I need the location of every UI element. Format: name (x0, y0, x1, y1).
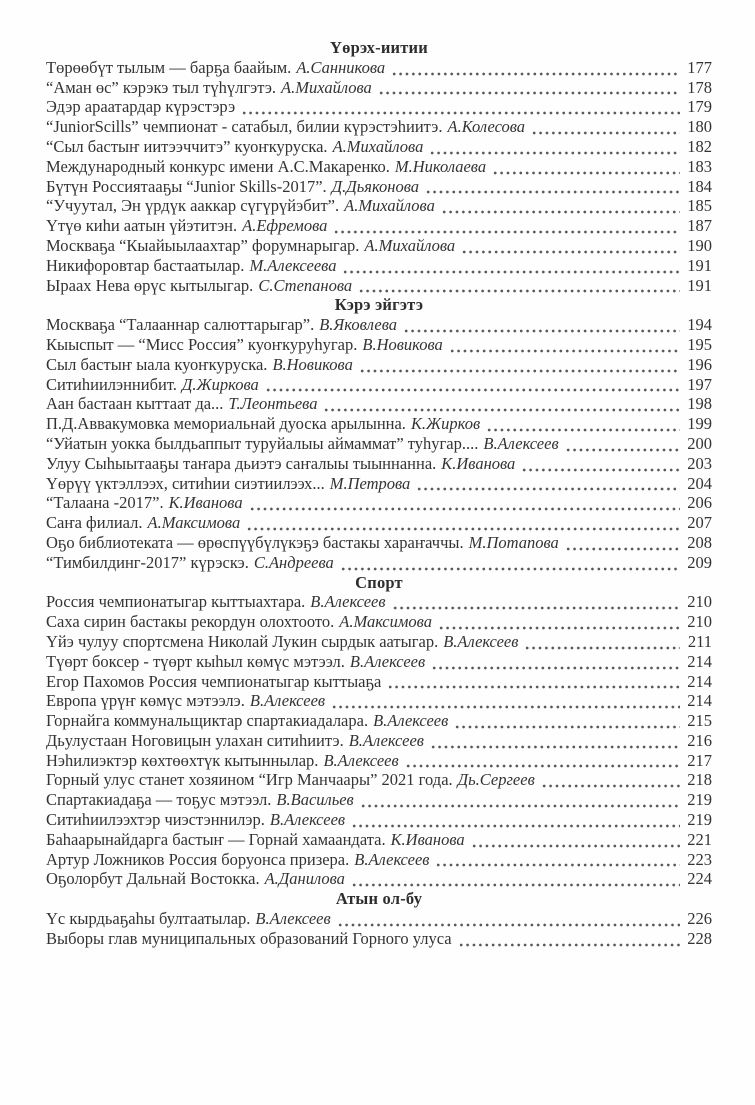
dot-leader (333, 221, 680, 236)
entry-title: Дьулустаан Ноговицын улахан ситиһиитэ. (46, 730, 344, 750)
entry-author: М.Петрова (329, 473, 411, 493)
entry-title: Саҥа филиал. (46, 513, 143, 533)
toc-entry (46, 216, 712, 236)
toc-entry (46, 375, 712, 395)
entry-title: Саха сирин бастакы рекордун олохтоото. (46, 612, 335, 632)
entry-author: В.Алексеев (348, 730, 424, 750)
dot-leader (429, 142, 680, 157)
entry-page-number: 204 (687, 473, 712, 493)
entry-author: Дь.Сергеев (457, 770, 535, 790)
entry-author: М.Николаева (394, 156, 487, 176)
dot-leader (416, 478, 680, 493)
entry-author: В.Алексеев (443, 631, 519, 651)
entry-author: С.Андреева (253, 552, 334, 572)
entry-page-number: 219 (687, 790, 712, 810)
entry-author: В.Алексеев (373, 711, 449, 731)
dot-leader (392, 597, 680, 612)
toc-entry (46, 137, 712, 157)
toc-entry (46, 672, 712, 692)
entry-title: “Тимбилдинг-2017” күрэскэ. (46, 552, 249, 572)
entry-author: К.Жирков (410, 414, 481, 434)
entry-title: Үтүө киһи аатын үйэтитэн. (46, 216, 238, 236)
entry-page-number: 206 (687, 493, 712, 513)
dot-leader (387, 676, 680, 691)
entry-page-number: 178 (687, 77, 712, 97)
toc-entry (46, 276, 712, 296)
entry-author: А.Михайлова (281, 77, 372, 97)
entry-page-number: 219 (687, 810, 712, 830)
toc-entry (46, 493, 712, 513)
dot-leader (358, 280, 680, 295)
dot-leader (461, 241, 680, 256)
entry-title: Улуу Сыһыытааҕы таҥара дьиэтэ саҥалыы тыыннанна. (46, 453, 437, 473)
entry-title: Россия чемпионатыгар кыттыахтара. (46, 592, 306, 612)
entry-page-number: 183 (687, 156, 712, 176)
entry-page-number: 210 (687, 592, 712, 612)
dot-leader (265, 379, 680, 394)
entry-page-number: 226 (687, 909, 712, 929)
entry-page-number: 216 (687, 730, 712, 750)
entry-author: М.Потапова (468, 532, 559, 552)
entry-author: А.Михайлова (332, 136, 424, 156)
entry-author: К.Иванова (441, 453, 516, 473)
entry-title: Нэһилиэктэр көхтөөхтүк кытыннылар. (46, 750, 319, 770)
entry-page-number: 214 (687, 651, 712, 671)
dot-leader (340, 558, 680, 573)
entry-page-number: 207 (687, 513, 712, 533)
dot-leader (405, 755, 680, 770)
entry-author: В.Алексеев (349, 651, 426, 671)
entry-page-number: 187 (687, 216, 712, 236)
entry-author: В.Алексеев (354, 849, 430, 869)
dot-leader (378, 82, 680, 97)
entry-page-number: 195 (687, 334, 712, 354)
entry-title: Спартакиадаҕа — тоҕус мэтээл. (46, 790, 272, 810)
section-heading: Кэрэ эйгэтэ (334, 295, 424, 315)
entry-page-number: 217 (687, 750, 712, 770)
entry-title: Үйэ чулуу спортсмена Николай Лукин сырдык аатыгар. (46, 631, 439, 651)
dot-leader (241, 102, 680, 117)
entry-author: М.Алексеева (249, 255, 337, 275)
entry-title: Түөрт боксер - түөрт кыһыл көмүс мэтээл. (46, 651, 345, 671)
dot-leader (246, 518, 680, 533)
entry-author: В.Алексеев (249, 691, 326, 711)
entry-author: В.Алексеев (269, 810, 346, 830)
toc-entry (46, 553, 712, 573)
toc-entry (46, 157, 712, 177)
entry-title: Сыл бастыҥ ыала куоҥкуруска. (46, 354, 268, 374)
dot-leader (435, 854, 680, 869)
entry-title: Международный конкурс имени А.С.Макаренко. (46, 156, 390, 176)
toc-entry (46, 434, 712, 454)
entry-title: Үс кырдьаҕаһы бултаатылар. (46, 909, 251, 929)
entry-author: В.Алексеев (310, 592, 386, 612)
toc-entry (46, 196, 712, 216)
toc-entry (46, 355, 712, 375)
entry-author: А.Колесова (447, 117, 526, 137)
toc-entry (46, 177, 712, 197)
entry-title: “Уйатын уокка былдьаппыт туруйалыы аймаммат” туһугар.... (46, 433, 479, 453)
toc-entry (46, 929, 712, 949)
entry-author: А.Максимова (147, 513, 241, 533)
entry-title: Выборы глав муниципальных образований Горного улуса (46, 928, 452, 948)
dot-leader (360, 795, 680, 810)
dot-leader (531, 122, 680, 137)
entry-page-number: 198 (687, 394, 712, 414)
entry-title: П.Д.Аввакумовка мемориальнай дуоска арылынна. (46, 414, 406, 434)
dot-leader (425, 181, 680, 196)
entry-title: Төрөөбүт тылым — барҕа баайым. (46, 57, 292, 77)
entry-author: А.Ефремова (242, 216, 328, 236)
toc-entry (46, 256, 712, 276)
toc-entry (46, 414, 712, 434)
toc-entry (46, 810, 712, 830)
dot-leader (454, 716, 680, 731)
entry-author: А.Данилова (264, 869, 345, 889)
entry-title: Москваҕа “Талааннар салюттарыгар”. (46, 315, 315, 335)
entry-title: Артур Ложников Россия боруонса призера. (46, 849, 350, 869)
toc-entry (46, 513, 712, 533)
toc-entry (46, 612, 712, 632)
dot-leader (565, 538, 680, 553)
entry-author: Д.Жиркова (181, 374, 259, 394)
toc-entry (46, 58, 712, 78)
dot-leader (351, 815, 680, 830)
entry-title: “Аман өс” кэрэкэ тыл түһүлгэтэ. (46, 77, 277, 97)
entry-title: Оҕолорбут Дальнай Востокка. (46, 869, 260, 889)
entry-page-number: 191 (687, 255, 712, 275)
dot-leader (471, 835, 680, 850)
entry-author: А.Михайлова (344, 196, 435, 216)
dot-leader (565, 439, 680, 454)
toc-entry (46, 78, 712, 98)
entry-author: А.Максимова (339, 612, 432, 632)
dot-leader (449, 340, 680, 355)
entry-title: Ситиһиилэннибит. (46, 374, 177, 394)
entry-page-number: 221 (687, 829, 712, 849)
entry-title: Оҕо библиотеката — өрөспүүбүлүкэҕэ бастакы хараҥаччы. (46, 532, 464, 552)
toc-entry (46, 909, 712, 929)
toc-entry (46, 592, 712, 612)
entry-title: Европа үрүҥ көмүс мэтээлэ. (46, 691, 245, 711)
entry-title: “Сыл бастыҥ иитээччитэ” куоҥкуруска. (46, 136, 328, 156)
entry-author: В.Алексеев (483, 433, 559, 453)
entry-page-number: 200 (687, 433, 712, 453)
entry-title: “JuniorScills” чемпионат - сатабыл, билии күрэстэһиитэ. (46, 117, 443, 137)
entry-author: В.Алексеев (255, 909, 331, 929)
toc-entry (46, 790, 712, 810)
dot-leader (323, 399, 680, 414)
dot-leader (521, 459, 680, 474)
entry-title: Бүтүн Россиятааҕы “Junior Skills-2017”. (46, 176, 327, 196)
entry-author: А.Санникова (296, 57, 386, 77)
entry-page-number: 197 (687, 374, 712, 394)
entry-page-number: 224 (687, 869, 712, 889)
entry-page-number: 210 (687, 612, 712, 632)
entry-author: К.Иванова (390, 829, 465, 849)
entry-author: В.Алексеев (323, 750, 399, 770)
dot-leader (337, 914, 680, 929)
entry-title: Баһаарынайдарга бастыҥ — Горнай хамаандата. (46, 829, 386, 849)
dot-leader (458, 934, 680, 949)
toc-entry (46, 315, 712, 335)
entry-page-number: 184 (687, 176, 712, 196)
entry-title: Москваҕа “Кыайыылаахтар” форумнарыгар. (46, 235, 360, 255)
entry-page-number: 209 (687, 552, 712, 572)
toc-entry (46, 711, 712, 731)
dot-leader (342, 261, 680, 276)
entry-page-number: 182 (687, 136, 712, 156)
entry-title: Никифоровтар бастаатылар. (46, 255, 245, 275)
entry-author: В.Новикова (272, 354, 353, 374)
entry-title: Аан бастаан кыттаат да... (46, 394, 224, 414)
toc-entry (46, 830, 712, 850)
dot-leader (486, 419, 680, 434)
entry-title: Ситиһиилээхтэр чиэстэннилэр. (46, 810, 265, 830)
dot-leader (249, 498, 680, 513)
entry-title: Горнайга коммунальщиктар спартакиадалара. (46, 711, 369, 731)
dot-leader (331, 696, 680, 711)
entry-title: Горный улус станет хозяином “Игр Манчаары” 2021 года. (46, 770, 453, 790)
dot-leader (431, 657, 680, 672)
dot-leader (541, 775, 680, 790)
entry-author: Д.Дьяконова (331, 176, 420, 196)
toc-entry (46, 770, 712, 790)
dot-leader (441, 201, 680, 216)
toc-entry (46, 335, 712, 355)
toc-entry (46, 632, 712, 652)
toc-entry (46, 850, 712, 870)
entry-page-number: 218 (687, 770, 712, 790)
dot-leader (403, 320, 680, 335)
entry-title: Эдэр араатардар күрэстэрэ (46, 97, 236, 117)
entry-page-number: 185 (687, 196, 712, 216)
toc-entry (46, 751, 712, 771)
entry-page-number: 228 (687, 928, 712, 948)
section-heading: Үөрэх-иитии (330, 38, 428, 57)
entry-page-number: 215 (687, 711, 712, 731)
dot-leader (351, 874, 680, 889)
toc-entry (46, 236, 712, 256)
toc-entry (46, 731, 712, 751)
entry-page-number: 177 (687, 57, 712, 77)
entry-page-number: 211 (687, 631, 712, 651)
entry-page-number: 196 (687, 354, 712, 374)
toc-entry (46, 97, 712, 117)
section-heading: Спорт (355, 572, 403, 592)
entry-page-number: 180 (687, 117, 712, 137)
entry-page-number: 194 (687, 315, 712, 335)
dot-leader (391, 63, 680, 78)
entry-page-number: 214 (687, 671, 712, 691)
entry-author: Т.Леонтьева (228, 394, 318, 414)
entry-page-number: 179 (687, 97, 712, 117)
toc-entry (46, 117, 712, 137)
dot-leader (359, 360, 680, 375)
entry-page-number: 190 (687, 235, 712, 255)
toc-entry (46, 474, 712, 494)
dot-leader (430, 736, 680, 751)
dot-leader (438, 617, 680, 632)
entry-page-number: 191 (687, 275, 712, 295)
entry-page-number: 199 (687, 414, 712, 434)
dot-leader (524, 637, 680, 652)
table-of-contents (46, 38, 712, 949)
entry-title: Кыыспыт — “Мисс Россия” куоҥкуруһугар. (46, 334, 358, 354)
toc-entry (46, 691, 712, 711)
entry-author: К.Иванова (168, 493, 243, 513)
entry-author: С.Степанова (258, 275, 353, 295)
section-heading: Атын ол-бу (335, 889, 423, 909)
toc-entry (46, 869, 712, 889)
entry-title: Егор Пахомов Россия чемпионатыгар кыттыаҕа (46, 671, 382, 691)
entry-page-number: 214 (687, 691, 712, 711)
toc-entry (46, 394, 712, 414)
entry-author: А.Михайлова (364, 235, 456, 255)
entry-page-number: 223 (687, 849, 712, 869)
entry-page-number: 208 (687, 532, 712, 552)
entry-author: В.Яковлева (319, 315, 397, 335)
toc-entry (46, 652, 712, 672)
entry-author: В.Новикова (362, 334, 443, 354)
entry-page-number: 203 (687, 453, 712, 473)
entry-title: “Талаана -2017”. (46, 493, 164, 513)
toc-entry (46, 454, 712, 474)
toc-entry (46, 533, 712, 553)
entry-title: “Учуутал, Эн үрдүк ааккар сүгүрүйэбит”. (46, 196, 340, 216)
entry-title: Ыраах Нева өрүс кытылыгар. (46, 275, 254, 295)
entry-author: В.Васильев (276, 790, 354, 810)
entry-title: Үөрүү үктэллээх, ситиһии сиэтиилээх... (46, 473, 325, 493)
dot-leader (492, 162, 680, 177)
